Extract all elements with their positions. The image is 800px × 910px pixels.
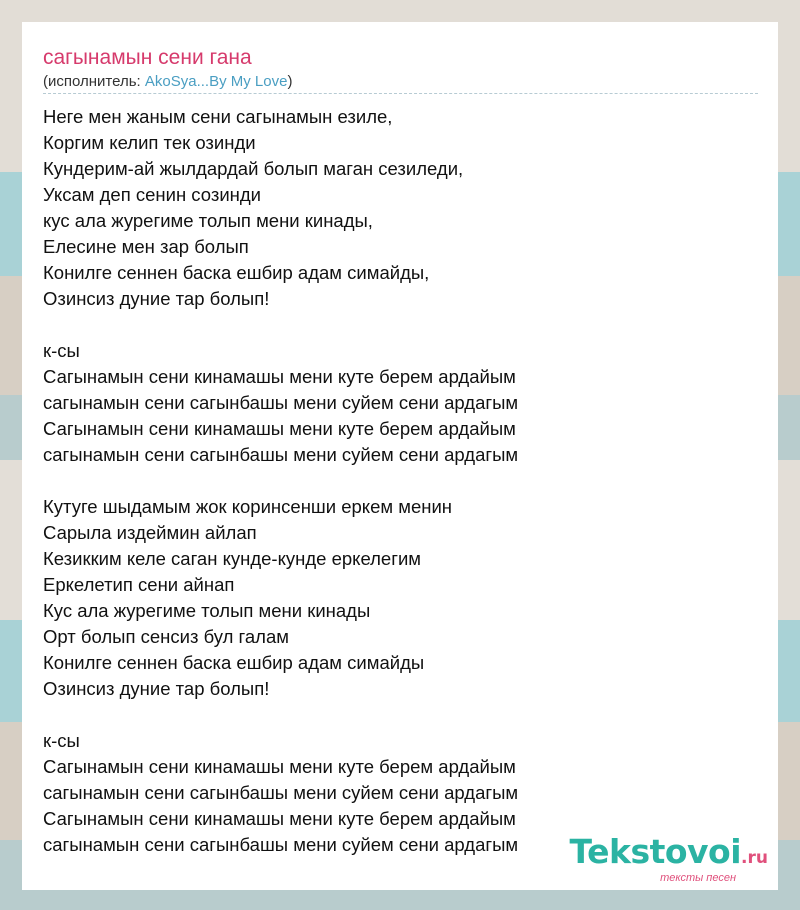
logo-tagline: тексты песен — [660, 872, 736, 884]
lyric-line: Елесине мен зар болып — [43, 236, 249, 257]
lyric-line: Сагынамын сени кинамашы мени куте берем ардайым — [43, 418, 516, 439]
lyrics-card — [22, 22, 778, 890]
lyric-line: сагынамын сени сагынбашы мени суйем сени ардагым — [43, 834, 519, 855]
lyrics-text — [43, 104, 518, 858]
lyric-line: Кутуге шыдамым жок коринсенши еркем менин — [43, 496, 453, 517]
lyric-line: сагынамын сени сагынбашы мени суйем сени ардагым — [43, 444, 519, 465]
song-title: сагынамын сени гана — [43, 46, 252, 69]
lyric-line: Кус ала журегиме толып мени кинады — [43, 600, 371, 621]
lyric-line: Озинсиз дуние тар болып! — [43, 288, 270, 309]
lyric-line: к-сы — [43, 730, 80, 751]
lyric-line: Коргим келип тек озинди — [43, 132, 256, 153]
stanza-break — [43, 468, 518, 494]
artist-link[interactable]: AkoSya...By My Love — [144, 73, 288, 90]
artist-suffix: ) — [287, 73, 293, 90]
lyric-line: к-сы — [43, 340, 80, 361]
lyric-line: сагынамын сени сагынбашы мени суйем сени ардагым — [43, 782, 519, 803]
lyric-line: Озинсиз дуние тар болып! — [43, 678, 270, 699]
lyric-line: Конилге сеннен баска ешбир адам симайды — [43, 652, 425, 673]
stanza-break — [43, 312, 518, 338]
lyric-line: Конилге сеннен баска ешбир адам симайды, — [43, 262, 430, 283]
lyric-line: Сагынамын сени кинамашы мени куте берем ардайым — [43, 366, 516, 387]
lyric-line: Кундерим-ай жылдардай болып маган сезиледи, — [43, 158, 464, 179]
lyric-line: Сарыла издеймин айлап — [43, 522, 257, 543]
lyric-line: Сагынамын сени кинамашы мени куте берем ардайым — [43, 756, 516, 777]
lyric-line: Уксам деп сенин созинди — [43, 184, 262, 205]
lyric-line: кус ала журегиме толып мени кинады, — [43, 210, 373, 231]
lyric-line: сагынамын сени сагынбашы мени суйем сени ардагым — [43, 392, 519, 413]
lyric-line: Кезикким келе саган кунде-кунде еркелегим — [43, 548, 422, 569]
lyric-line: Еркелетип сени айнап — [43, 574, 235, 595]
logo-tld: .ru — [741, 848, 768, 868]
artist-prefix: (исполнитель: — [43, 73, 145, 90]
dashed-divider — [43, 93, 758, 94]
stanza-break — [43, 702, 518, 728]
lyric-line: Сагынамын сени кинамашы мени куте берем ардайым — [43, 808, 516, 829]
lyric-line: Неге мен жаным сени сагынамын езиле, — [43, 106, 393, 127]
site-logo[interactable] — [569, 832, 769, 884]
logo-wordmark: Tekstovoi — [569, 832, 742, 871]
lyric-line: Орт болып сенсиз бул галам — [43, 626, 289, 647]
artist-line — [43, 73, 292, 90]
